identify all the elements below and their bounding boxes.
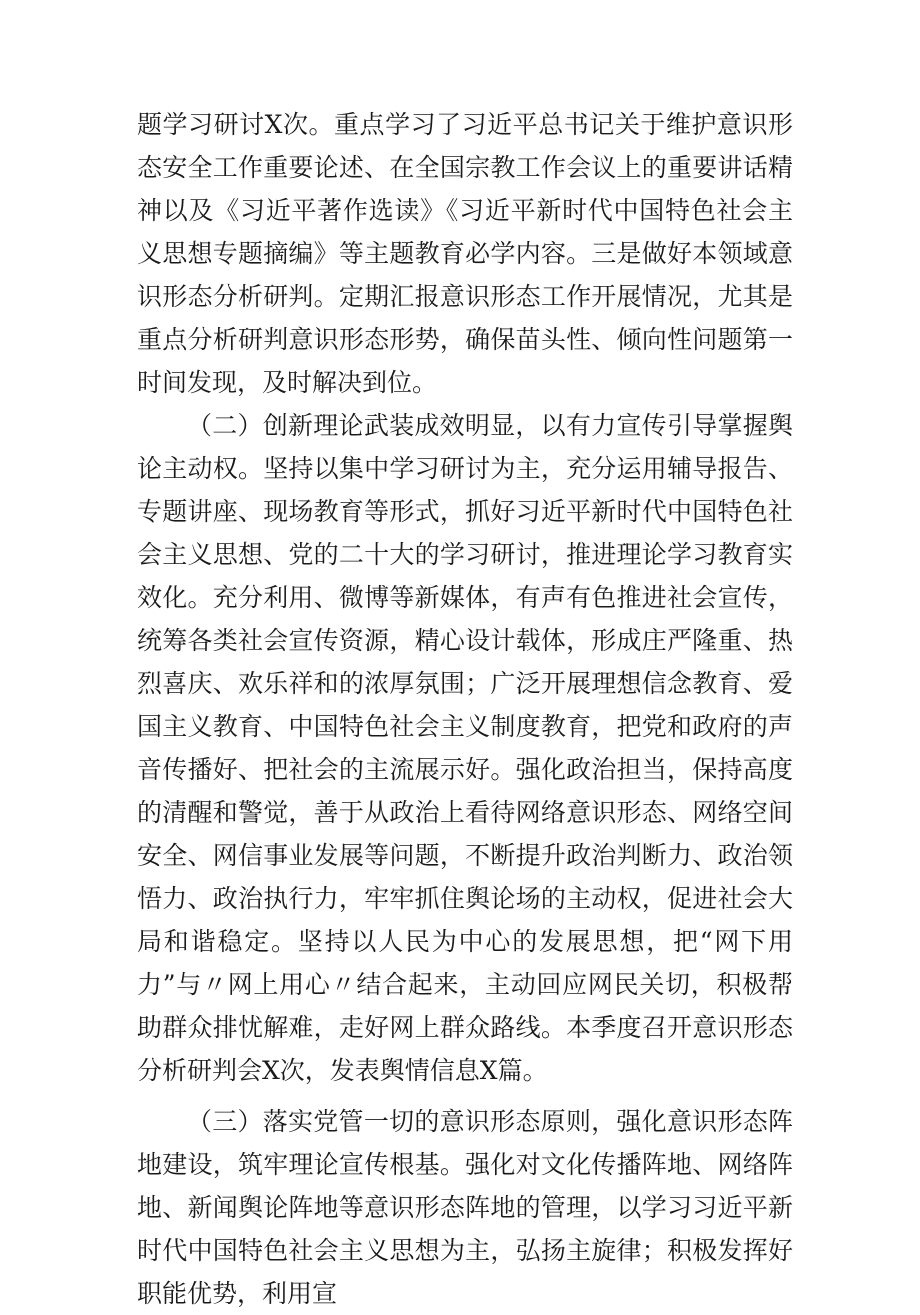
paragraph-continuation: 题学习研讨X次。重点学习了习近平总书记关于维护意识形态安全工作重要论述、在全国宗教工作会议上的重要讲话精神以及《习近平著作选读》《习近平新时代中国特色社会主义思想专题摘编》等主题教育必学内容。三是做好本领域意识形态分析研判。定期汇报意识形态工作开展情况，尤其是重点分析研判意识形态形势，确保苗头性、倾向性问题第一时间发现，及时解决到位。 [137, 110, 793, 397]
paragraph-section-two: （二）创新理论武装成效明显，以有力宣传引导掌握舆论主动权。坚持以集中学习研讨为主，充分运用辅导报告、专题讲座、现场教育等形式，抓好习近平新时代中国特色社会主义思想、党的二十大的学习研讨，推进理论学习教育实效化。充分利用、微博等新媒体，有声有色推进社会宣传，统筹各类社会宣传资源，精心设计载体，形成庄严隆重、热烈喜庆、欢乐祥和的浓厚氛围；广泛开展理想信念教育、爱国主义教育、中国特色社会主义制度教育，把党和政府的声音传播好、把社会的主流展示好。强化政治担当，保持高度的清醒和警觉，善于从政治上看待网络意识形态、网络空间安全、网信事业发展等问题，不断提升政治判断力、政治领悟力、政治执行力，牢牢抓住舆论场的主动权，促进社会大局和谐稳定。坚持以人民为中心的发展思想，把“网下用力”与〃网上用心〃结合起来，主动回应网民关切，积极帮助群众排忧解难，走好网上群众路线。本季度召开意识形态分析研判会X次，发表舆情信息X篇。 [137, 411, 793, 1085]
paragraph-section-three: （三）落实党管一切的意识形态原则，强化意识形态阵地建设，筑牢理论宣传根基。强化对文化传播阵地、网络阵地、新闻舆论阵地等意识形态阵地的管理，以学习习近平新时代中国特色社会主义思想为主，弘扬主旋律；积极发挥好职能优势，利用宣 [137, 1107, 793, 1308]
paragraph-gap [137, 1092, 793, 1100]
document-body [137, 103, 793, 1315]
